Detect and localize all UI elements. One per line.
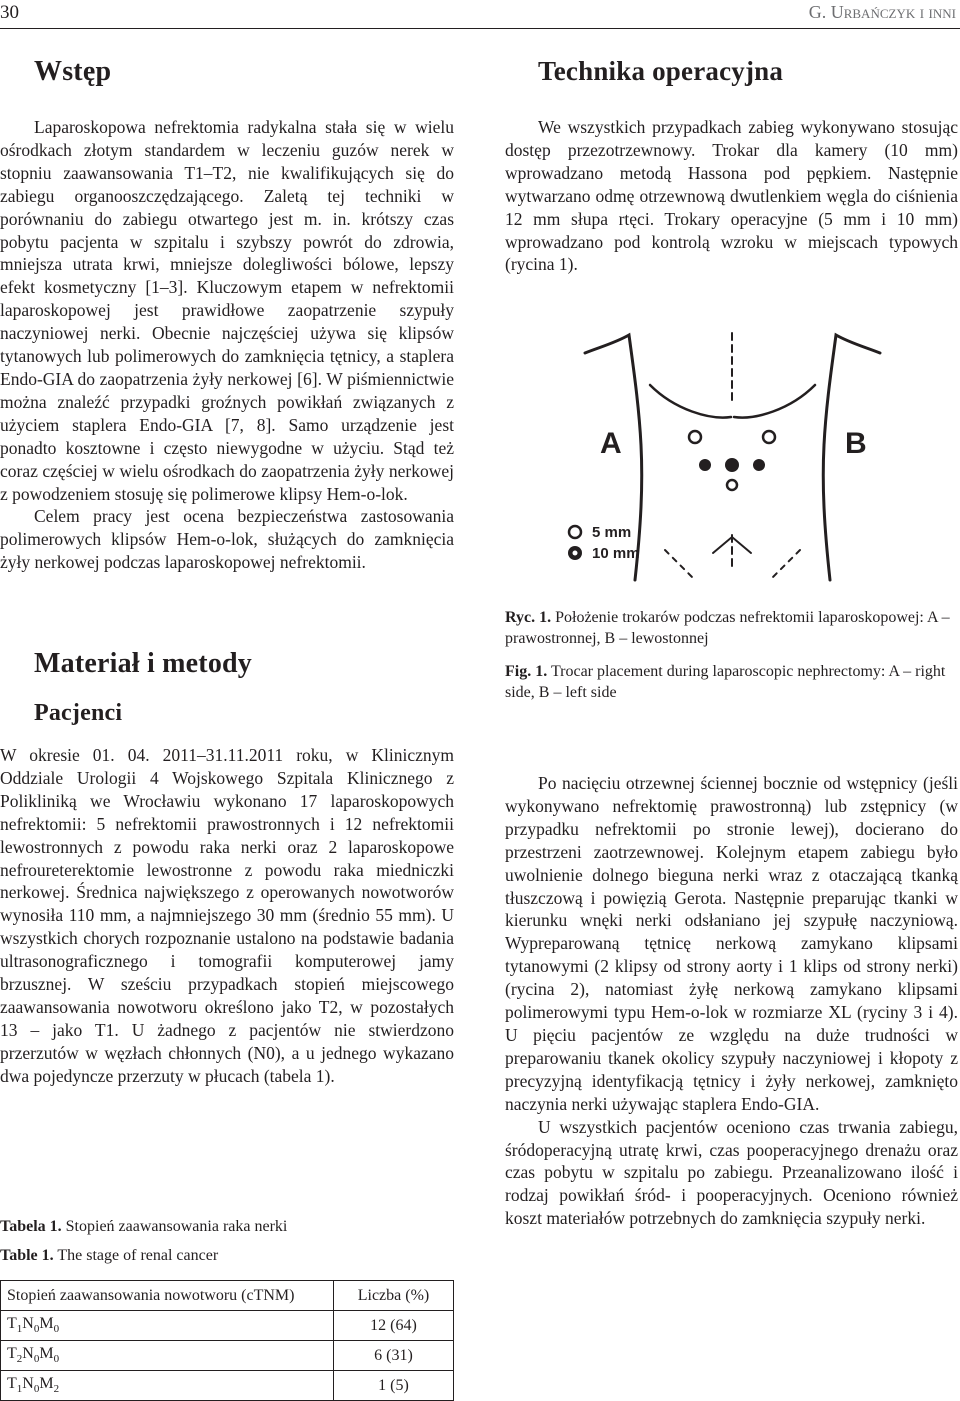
intro-paragraph-2: Celem pracy jest ocena bezpieczeństwa zastosowania polimerowych klipsów Hem-o-lok, służących do zamknięcia żyły nerkowej podczas laparoskopowej nefrektomii. — [0, 506, 454, 573]
trocar-5mm — [727, 480, 737, 490]
table-cell-count: 1 (5) — [334, 1371, 454, 1401]
technique-text-bottom — [505, 772, 958, 1230]
figure-caption-en-text: Trocar placement during laparoscopic nephrectomy: A – right side, B – left side — [505, 663, 946, 701]
table-row — [1, 1341, 454, 1371]
table-cell-count: 6 (31) — [334, 1341, 454, 1371]
trocar-5mm — [763, 431, 775, 443]
table-caption-pl-text: Stopień zaawansowania raka nerki — [65, 1218, 288, 1235]
running-head: G. Urbańczyk i inni — [808, 2, 956, 22]
table-caption-en — [0, 1246, 218, 1266]
lower-right-line — [770, 550, 800, 580]
lower-left-line — [665, 550, 695, 580]
legend-10mm-marker-inner — [573, 551, 578, 556]
header-rule — [0, 28, 960, 29]
table-header-count: Liczba (%) — [334, 1281, 454, 1311]
trocar-markers — [689, 431, 775, 490]
table-caption-pl-label: Tabela 1. — [0, 1218, 62, 1235]
table-row — [1, 1311, 454, 1341]
trocar-5mm — [689, 431, 701, 443]
label-a: A — [600, 427, 622, 460]
table-cell-stage: $T_1N_0M_2$ — [1, 1371, 334, 1401]
figure-caption-en-label: Fig. 1. — [505, 663, 548, 680]
label-b: B — [845, 427, 867, 460]
legend-10mm-label: 10 mm — [592, 545, 640, 562]
torso-outline — [585, 333, 880, 580]
patients-subheading: Pacjenci — [34, 700, 123, 726]
technique-paragraph-1: We wszystkich przypadkach zabieg wykonywano stosując dostęp przezotrzewnowy. Trokar dla kamery (10 mm) wprowadzano metodą Hassona pod pępkiem. Następnie wytwarzano odmę otrzewnową dwutlenkiem węgla do ciśnienia 12 mm słupa rtęci. Trokary operacyjne (5 mm i 10 mm) wprowadzano pod kontrolą wzroku w miejscach typowych (rycina 1). — [505, 117, 958, 275]
table-header-row — [1, 1281, 454, 1311]
table-row — [1, 1371, 454, 1401]
figure-caption-pl — [505, 607, 955, 649]
table-cell-count: 12 (64) — [334, 1311, 454, 1341]
technique-paragraph-3: U wszystkich pacjentów oceniono czas trwania zabiegu, śródoperacyjną utratę krwi, czas pooperacyjnego drenażu oraz czas pobytu w szpitalu po zabiegu. Przeanalizowano ilość i rodzaj powikłań śród- i pooperacyjnych. Oceniono również koszt materiałów potrzebnych do zamknięcia szypuły nerki. — [505, 1116, 958, 1229]
intro-paragraph-1: Laparoskopowa nefrektomia radykalna stała się w wielu ośrodkach złotym standardem w leczeniu guzów nerek w stopniu zaawansowania T1–T2, nie kwalifikujących się do zabiegu organooszczędzającego. Zaletą tej techniki w porównaniu do zabiegu otwartego jest m. in. krótszy czas pobytu pacjenta w szpitalu i szybszy powrót do zdrowia, mniejsza utrata krwi, mniejsze dolegliwości bólowe, lepszy efekt kosmetyczny [1–3]. Kluczowym etapem w nefrektomii laparoskopowej jest prawidłowe zaopatrzenie szypuły naczyniowej nerki. Obecnie najczęściej używa się klipsów tytanowych lub polimerowych do zamknięcia tętnicy, a staplera Endo-GIA do zaopatrzenia żyły nerkowej [6]. W piśmiennictwie można znaleźć przypadki groźnych powikłań związanych z użyciem staplera Endo-GIA [7, 8]. Samo urządzenie jest ponadto kosztowne i często niewygodne w użyciu. Stąd też coraz częściej w wielu ośrodkach do zaopatrzenia żyły nerkowej z powodzeniem stosuję się polimerowe klipsy Hem-o-lok. — [0, 117, 454, 504]
page-number: 30 — [0, 2, 19, 23]
technique-heading: Technika operacyjna — [538, 56, 784, 86]
legend-5mm-label: 5 mm — [592, 524, 632, 541]
figure-caption-en — [505, 661, 955, 703]
figure-caption-pl-text: Położenie trokarów podczas nefrektomii laparoskopowej: A – prawostronnej, B – lewostonnej — [505, 609, 950, 647]
chest-right-arc — [734, 385, 815, 418]
table-caption-en-text: The stage of renal cancer — [57, 1247, 219, 1264]
trocar-10mm — [699, 459, 711, 471]
table-cell-stage: $T_2N_0M_0$ — [1, 1341, 334, 1371]
table-header-stage: Stopień zaawansowania nowotworu (cTNM) — [1, 1281, 334, 1311]
technique-paragraph-2: Po nacięciu otrzewnej ściennej bocznie od wstępnicy (jeśli wykonywano nefrektomię prawostronną) lub zstępnicy (w przypadku nefrektomii po stronie lewej), docierano do przestrzeni zaotrzewnowej. Kolejnym etapem zabiegu było uwolnienie dolnego bieguna nerki wraz z otaczającą tkanką tłuszczową i powięzią Gerota. Następnie preparując tkanki w kierunku wnęki nerki odsłaniano jej szypułę naczyniową. Wypreparowaną tętnicę nerkową zamykano klipsami tytanowymi (2 klipsy od strony aorty i 1 klips od strony nerki) (rycina 2), natomiast żyłę nerkową zamykano klipsami polimerowymi typu Hem-o-lok w rozmiarze XL (ryciny 3 i 4). U pięciu pacjentów ze względu na duże trudności w preparowaniu tkanek okolicy szypuły naczyniowej i kłopoty z precyzyjną identyfikacją tętnicy i żyły nerkowej, zamknięto naczynia nerki używając staplera Endo-GIA. — [505, 773, 958, 1114]
methods-text — [0, 744, 454, 1088]
intro-heading: Wstęp — [34, 56, 112, 87]
chest-left-arc — [650, 385, 731, 418]
methods-paragraph-1: W okresie 01. 04. 2011–31.11.2011 roku, w Klinicznym Oddziale Urologii 4 Wojskowego Szpitala Klinicznego z Polikliniką we Wrocławiu wykonano 17 laparoskopowych nefrektomii: 5 nefrektomii prawostronnych i 12 nefrektomii lewostronnych z powodu raka nerki oraz 2 laparoskopowe nefroureterektomie lewostronne z powodu raka miedniczki nerkowej. Średnica największego z operowanych nowotworów wynosiła 110 mm, a najmniejszego 30 mm (średnio 55 mm). U wszystkich chorych rozpoznanie ustalono na podstawie badania ultrasonograficznego i tomografii komputerowej jamy brzusznej. W sześciu przypadkach stopień miejscowego zaawansowania nowotworu określono jako T2, w pozostałych 13 – jako T1. U żadnego z pacjentów nie stwierdzono przerzutów w węzłach chłonnych (N0), a u jednego wykazano dwa pojedyncze przerzuty w płucach (tabela 1). — [0, 745, 454, 1086]
trocar-10mm — [725, 458, 739, 472]
table-caption-en-label: Table 1. — [0, 1247, 54, 1264]
technique-text-top — [505, 116, 958, 276]
trocar-figure — [545, 325, 920, 585]
legend-5mm-marker — [569, 526, 581, 538]
intro-text — [0, 116, 454, 574]
table-cell-stage: $T_1N_0M_0$ — [1, 1311, 334, 1341]
stage-table — [0, 1280, 454, 1401]
figure-caption-pl-label: Ryc. 1. — [505, 609, 552, 626]
trocar-10mm — [753, 459, 765, 471]
table-caption-pl — [0, 1217, 287, 1237]
methods-heading: Materiał i metody — [34, 648, 252, 679]
